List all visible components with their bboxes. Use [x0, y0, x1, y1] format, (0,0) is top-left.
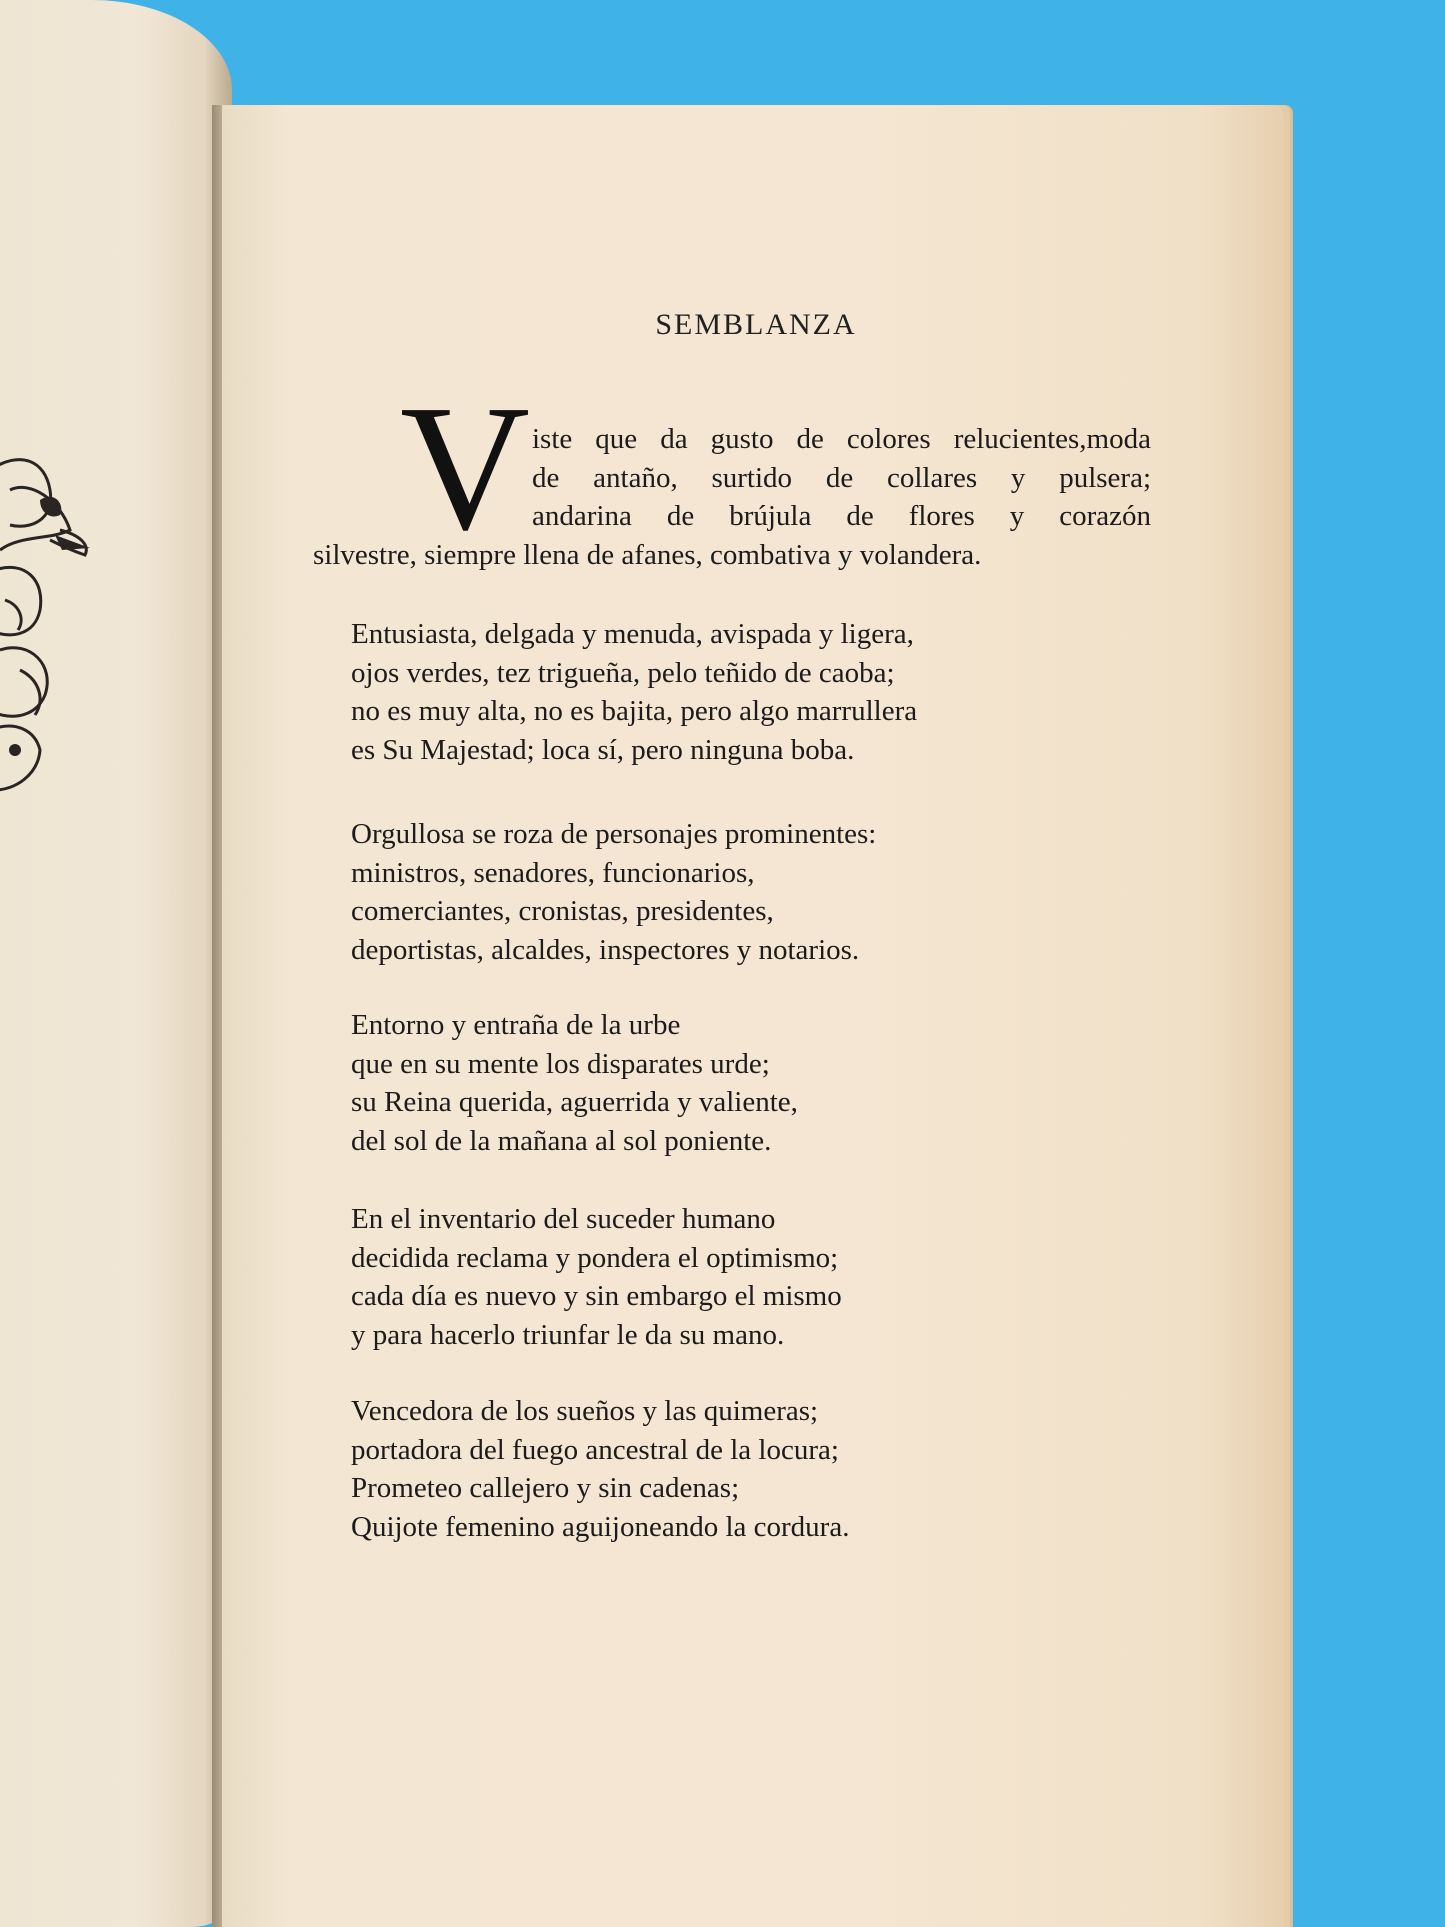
- verse-line: En el inventario del suceder humano: [351, 1203, 776, 1235]
- verse-line: que en su mente los disparates urde;: [351, 1047, 770, 1080]
- verse-line: es Su Majestad; loca sí, pero ninguna boba.: [351, 733, 855, 766]
- verse-line: no es muy alta, no es bajita, pero algo marrullera: [351, 695, 918, 727]
- verse-line: comerciantes, cronistas, presidentes,: [351, 895, 774, 927]
- intro-line: iste que da gusto de colores relucientes,moda: [532, 423, 1151, 455]
- verse-line: ministros, senadores, funcionarios,: [351, 856, 755, 889]
- stanza-3: [351, 1006, 798, 1160]
- verse-line: su Reina querida, aguerrida y valiente,: [351, 1086, 798, 1118]
- left-page: [0, 0, 232, 1927]
- stanza-5: [351, 1392, 849, 1546]
- verse-line: Orgullosa se roza de personajes prominentes:: [351, 818, 877, 850]
- verse-line: ojos verdes, tez trigueña, pelo teñido de caoba;: [351, 656, 895, 689]
- intro-line: de antaño, surtido de collares y pulsera;: [532, 461, 1151, 494]
- poem-title: SEMBLANZA: [655, 308, 857, 341]
- verse-line: Quijote femenino aguijoneando la cordura.: [351, 1510, 850, 1543]
- floral-engraving-icon: [0, 430, 100, 810]
- drop-cap: V: [400, 368, 530, 567]
- verse-line: y para hacerlo triunfar le da su mano.: [351, 1318, 785, 1351]
- verse-line: decidida reclama y pondera el optimismo;: [351, 1241, 839, 1274]
- verse-line: Entusiasta, delgada y menuda, avispada y ligera,: [351, 618, 914, 650]
- verse-line: portadora del fuego ancestral de la locura;: [351, 1433, 839, 1466]
- poem-intro: [313, 420, 1151, 574]
- intro-line: andarina de brújula de flores y corazón: [532, 500, 1151, 532]
- intro-line: silvestre, siempre llena de afanes, combativa y volandera.: [313, 538, 982, 571]
- stanza-1: [351, 615, 917, 769]
- stanza-2: [351, 815, 876, 969]
- verse-line: Vencedora de los sueños y las quimeras;: [351, 1395, 819, 1427]
- verse-line: deportistas, alcaldes, inspectores y notarios.: [351, 933, 860, 966]
- verse-line: Prometeo callejero y sin cadenas;: [351, 1472, 740, 1504]
- verse-line: Entorno y entraña de la urbe: [351, 1009, 681, 1041]
- verse-line: cada día es nuevo y sin embargo el mismo: [351, 1280, 842, 1312]
- stanza-4: [351, 1200, 842, 1354]
- verse-line: del sol de la mañana al sol poniente.: [351, 1124, 772, 1157]
